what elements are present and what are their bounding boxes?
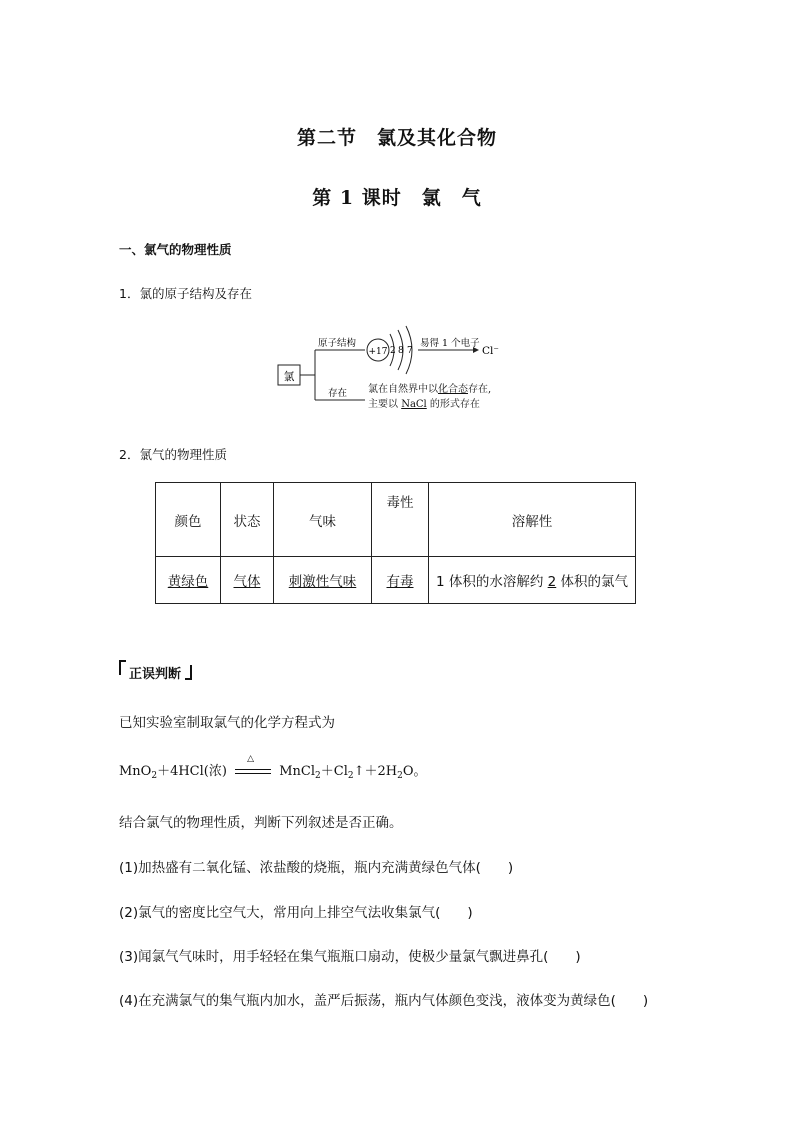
chloride-ion: Cl⁻: [482, 345, 499, 357]
lesson-title: 第 1 课时 氯 气: [312, 187, 482, 209]
table-row: [156, 557, 636, 604]
page-title: 第二节 氯及其化合物: [296, 127, 497, 149]
judgement-item-1: (1)加热盛有二氧化锰、浓盐酸的烧瓶，瓶内充满黄绿色气体( ): [119, 860, 514, 876]
arrow-label: 易得 1 个电子: [420, 338, 480, 349]
cell-solubility: 1 体积的水溶解约 2 体积的氯气: [429, 557, 636, 604]
header-solubility: 溶解性: [429, 483, 636, 557]
bracket-right: [185, 665, 192, 680]
header-toxicity: 毒性: [372, 483, 429, 557]
shell-1-electrons: 2: [390, 346, 396, 356]
bracket-left: [119, 660, 126, 675]
judgement-item-2: (2)氯气的密度比空气大，常用向上排空气法收集氯气( ): [119, 905, 473, 921]
branch-existence-label: 存在: [328, 388, 348, 399]
reaction-condition: △: [235, 766, 271, 778]
table-header-row: [156, 483, 636, 557]
nucleus-charge: +17: [368, 347, 388, 357]
subsection-heading-properties: 2．氯气的物理性质: [119, 447, 227, 462]
atom-structure-diagram: [270, 320, 530, 420]
cell-odor: 刺激性气味: [274, 557, 372, 604]
section-heading: 一、氯气的物理性质: [119, 242, 232, 257]
chemical-equation: MnO$_2$＋4HCl(浓) △ $MnCl_2+Cl_2↑+2H_2O$。: [119, 753, 427, 781]
shell-3-electrons: 7: [407, 346, 413, 356]
branch-structure-label: 原子结构: [318, 338, 357, 349]
judgement-item-4: (4)在充满氯气的集气瓶内加水，盖严后振荡，瓶内气体颜色变浅，液体变为黄绿色( ): [119, 993, 649, 1009]
header-state: 状态: [221, 483, 274, 557]
cell-state: 气体: [221, 557, 274, 604]
physical-properties-table: [155, 482, 636, 604]
subsection-heading-structure: 1．氯的原子结构及存在: [119, 286, 252, 301]
header-color: 颜色: [156, 483, 221, 557]
header-odor: 气味: [274, 483, 372, 557]
shell-2-electrons: 8: [398, 346, 404, 356]
instruction-text: 结合氯气的物理性质，判断下列叙述是否正确。: [119, 815, 403, 831]
intro-text: 已知实验室制取氯气的化学方程式为: [119, 715, 335, 731]
root-label: 氯: [283, 370, 295, 383]
judgement-item-3: (3)闻氯气气味时，用手轻轻在集气瓶瓶口扇动，使极少量氯气飘进鼻孔( ): [119, 949, 581, 965]
existence-text: 氯在自然界中以化合态存在, 主要以 NaCl 的形式存在: [368, 384, 492, 410]
cell-color: 黄绿色: [156, 557, 221, 604]
cell-toxicity: 有毒: [372, 557, 429, 604]
